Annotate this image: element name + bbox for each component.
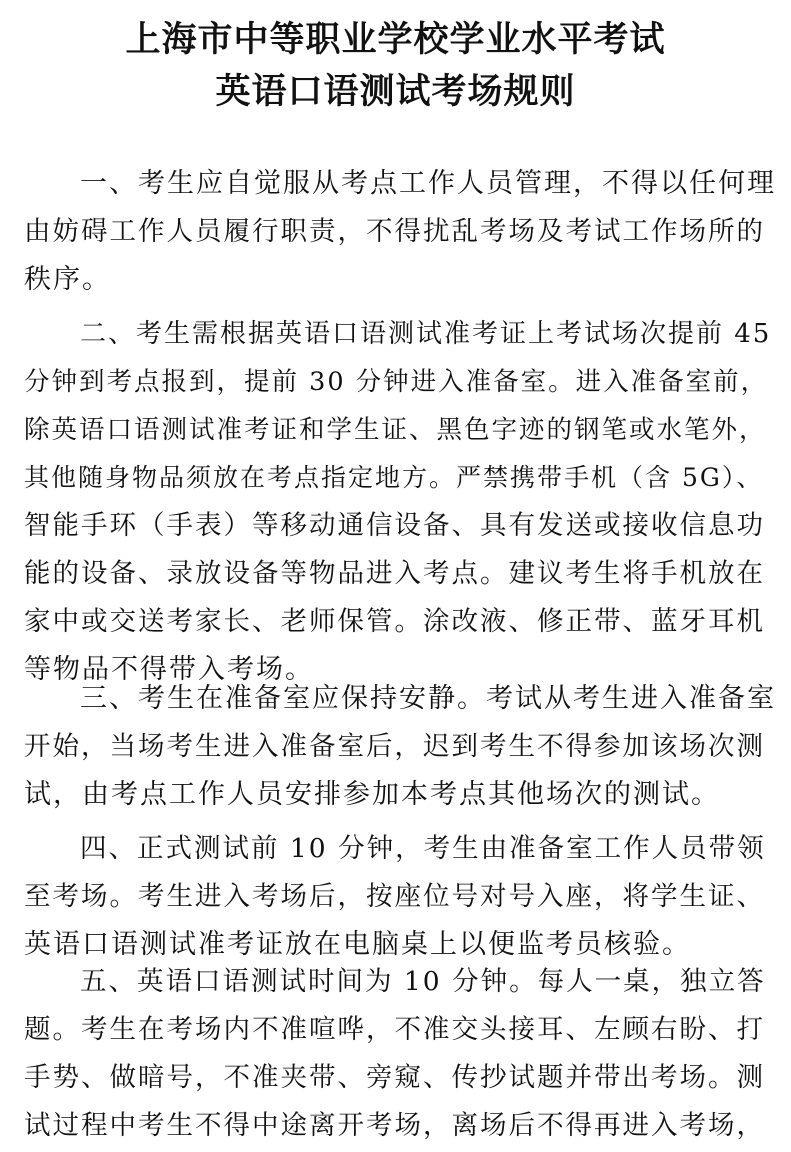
paragraph-line: 至考场。考生进入考场后，按座位号对号入座，将学生证、 [24, 881, 765, 912]
paragraph-line: 试过程中考生不得中途离开考场，离场后不得再进入考场， [24, 1110, 765, 1141]
paragraph-line: 等物品不得带入考场。 [24, 654, 314, 685]
rule-paragraph-3 [24, 675, 776, 819]
paragraph-line: 一、考生应自觉服从考点工作人员管理，不得以任何理 [80, 168, 776, 199]
paragraph-line: 试，由考点工作人员安排参加本考点其他场次的测试。 [24, 779, 720, 810]
rule-paragraph-5 [24, 958, 776, 1150]
paragraph-line: 分钟到考点报到，提前 30 分钟进入准备室。进入准备室前， [24, 367, 769, 397]
paragraph-line: 由妨碍工作人员履行职责，不得扰乱考场及考试工作场所的 [24, 216, 765, 247]
rule-paragraph-4 [24, 825, 776, 969]
rule-paragraph-1 [24, 160, 776, 304]
paragraph-line: 其他随身物品须放在考点指定地方。严禁携带手机（含 5G）、 [24, 463, 764, 492]
paragraph-line: 秩序。 [24, 264, 111, 295]
paragraph-line: 题。考生在考场内不准喧哗，不准交头接耳、左顾右盼、打 [24, 1014, 765, 1045]
paragraph-line: 三、考生在准备室应保持安静。考试从考生进入准备室 [80, 683, 776, 714]
paragraph-line: 手势、做暗号，不准夹带、旁窥、传抄试题并带出考场。测 [24, 1062, 765, 1093]
paragraph-line: 除英语口语测试准考证和学生证、黑色字迹的钢笔或水笔外， [24, 415, 767, 445]
paragraph-line: 智能手环（手表）等移动通信设备、具有发送或接收信息功 [24, 510, 765, 541]
paragraph-line: 二、考生需根据英语口语测试准考证上考试场次提前 45 [80, 319, 772, 349]
paragraph-line: 五、英语口语测试时间为 10 分钟。每人一桌，独立答 [80, 966, 766, 997]
document-title-line-1: 上海市中等职业学校学业水平考试 [125, 19, 666, 60]
rule-paragraph-2 [24, 310, 776, 694]
paragraph-line: 四、正式测试前 10 分钟，考生由准备室工作人员带领 [80, 833, 766, 864]
paragraph-line: 英语口语测试准考证放在电脑桌上以便监考员核验。 [24, 929, 691, 960]
paragraph-line: 开始，当场考生进入准备室后，迟到考生不得参加该场次测 [24, 731, 765, 762]
paragraph-line: 家中或交送考家长、老师保管。涂改液、修正带、蓝牙耳机 [24, 606, 765, 637]
document-title-line-2: 英语口语测试考场规则 [215, 71, 576, 112]
paragraph-line: 能的设备、录放设备等物品进入考点。建议考生将手机放在 [24, 558, 765, 589]
